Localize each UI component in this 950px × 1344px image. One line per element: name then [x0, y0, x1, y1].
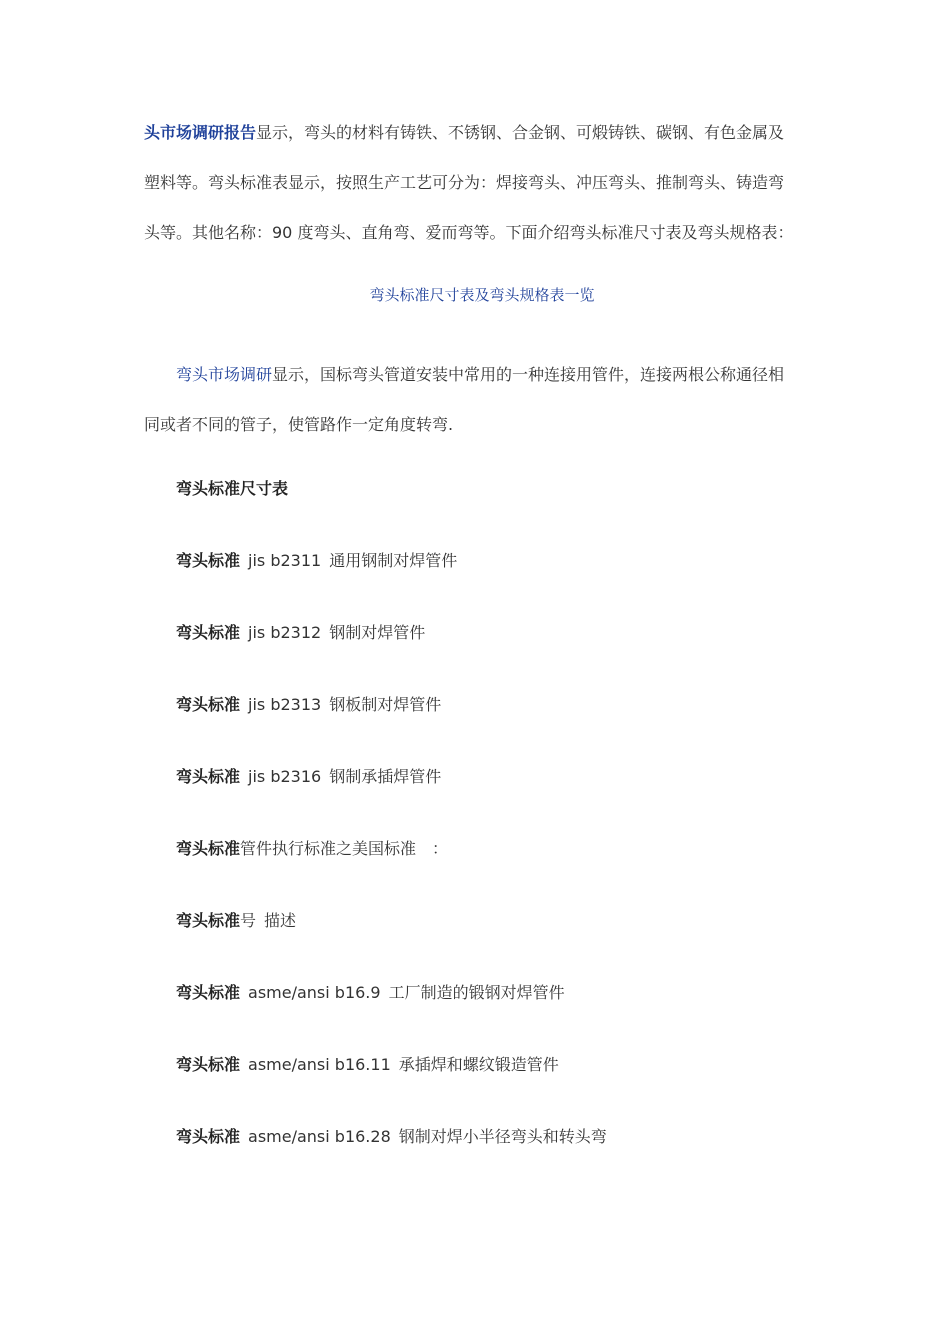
list-item-bold: 弯头标准 [176, 1055, 241, 1074]
section-title-link[interactable]: 弯头标准尺寸表及弯头规格表一览 [369, 286, 595, 304]
intro-line-1 [144, 108, 820, 158]
list-item [176, 837, 448, 861]
list-item-code: jis b2316 [248, 767, 322, 786]
list-item-bold: 弯头标准 [176, 1127, 241, 1146]
para2-line-1-text: 显示，国标弯头管道安装中常用的一种连接用管件，连接两根公称通径相 [272, 365, 785, 384]
list-item-bold: 弯头标准 [176, 911, 241, 930]
list-item-bold: 弯头标准尺寸表 [176, 479, 289, 498]
list-item [176, 1053, 559, 1077]
list-item-desc: 钢制对焊小半径弯头和转头弯 [398, 1127, 607, 1146]
list-item-desc: 钢制承插焊管件 [329, 767, 442, 786]
intro-line-2: 塑料等。弯头标准表显示，按照生产工艺可分为：焊接弯头、冲压弯头、推制弯头、铸造弯 [144, 173, 785, 192]
list-item-bold: 弯头标准 [176, 623, 241, 642]
list-item-desc: 通用钢制对焊管件 [329, 551, 458, 570]
para2-line-1 [144, 350, 820, 400]
list-item-bold: 弯头标准 [176, 839, 241, 858]
list-item-desc: ： [432, 839, 449, 858]
report-link[interactable]: 头市场调研报告 [144, 123, 257, 142]
intro-paragraph [144, 108, 820, 258]
list-item-code: 号 [240, 911, 257, 930]
list-item-desc: 钢板制对焊管件 [329, 695, 442, 714]
list-item-desc: 钢制对焊管件 [329, 623, 426, 642]
list-item [176, 549, 457, 573]
list-item-code: jis b2311 [248, 551, 322, 570]
list-item [176, 765, 441, 789]
list-item-bold: 弯头标准 [176, 983, 241, 1002]
list-item [176, 1125, 607, 1149]
second-paragraph [144, 350, 820, 450]
intro-line-3: 头等。其他名称：90 度弯头、直角弯、爱而弯等。下面介绍弯头标准尺寸表及弯头规格表： [144, 223, 794, 242]
list-item [176, 621, 425, 645]
market-research-link[interactable]: 弯头市场调研 [176, 365, 273, 384]
list-item-bold: 弯头标准 [176, 551, 241, 570]
list-item-bold: 弯头标准 [176, 695, 241, 714]
list-item [176, 693, 441, 717]
list-item-code: jis b2313 [248, 695, 322, 714]
intro-line-1-text: 显示，弯头的材料有铸铁、不锈钢、合金钢、可煅铸铁、碳钢、有色金属及 [256, 123, 785, 142]
list-item-code: asme/ansi b16.28 [248, 1127, 391, 1146]
list-item-code: jis b2312 [248, 623, 322, 642]
list-item-bold: 弯头标准 [176, 767, 241, 786]
list-item-desc: 承插焊和螺纹锻造管件 [398, 1055, 559, 1074]
list-item-code: 管件执行标准之美国标准 [240, 839, 417, 858]
list-item [176, 909, 296, 933]
list-item [176, 981, 565, 1005]
list-item-desc: 工厂制造的锻钢对焊管件 [388, 983, 565, 1002]
list-item-code: asme/ansi b16.9 [248, 983, 381, 1002]
list-item-desc: 描述 [264, 911, 297, 930]
list-item-code: asme/ansi b16.11 [248, 1055, 391, 1074]
para2-line-2: 同或者不同的管子，使管路作一定角度转弯. [144, 415, 454, 434]
list-item [176, 477, 288, 501]
